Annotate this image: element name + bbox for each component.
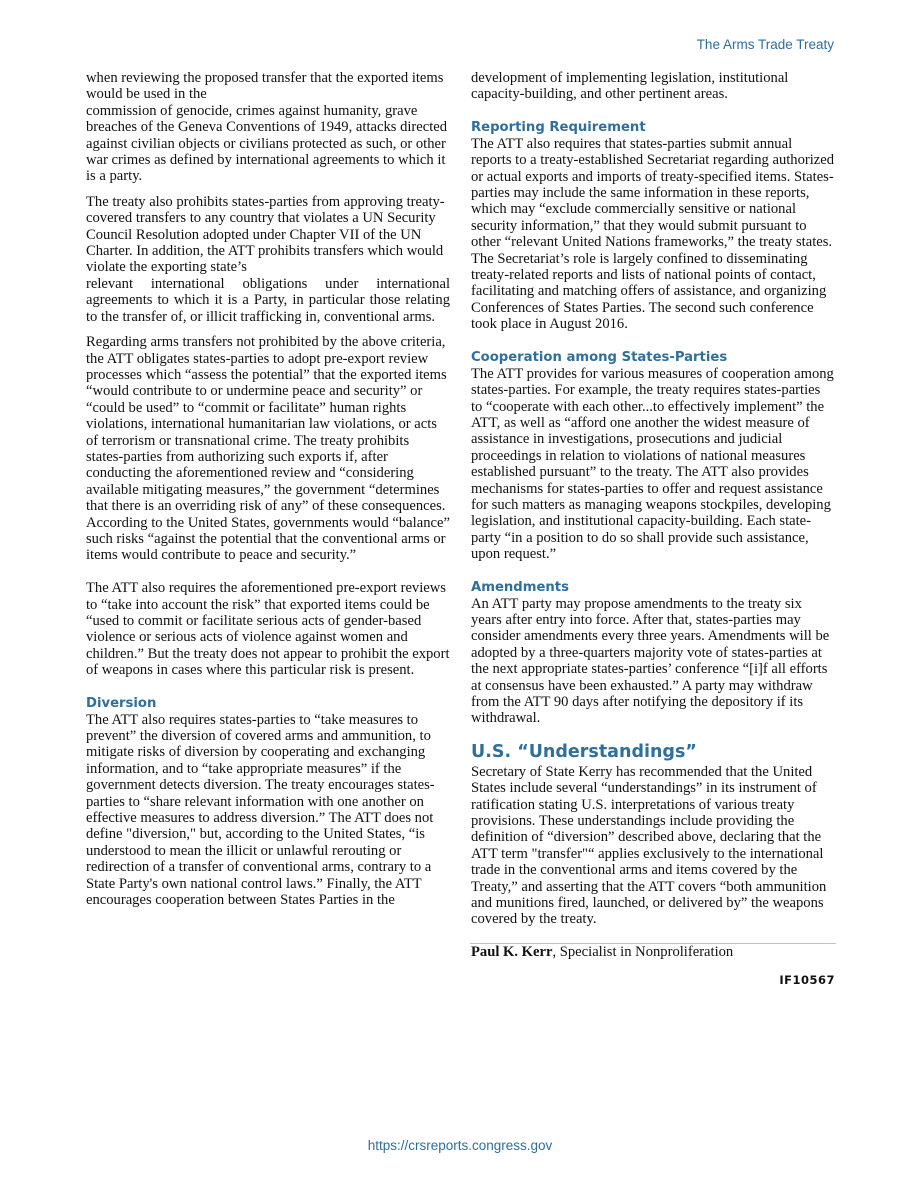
- section-heading-understandings: U.S. “Understandings”: [471, 741, 697, 762]
- section-heading-diversion: Diversion: [86, 695, 157, 711]
- body-paragraph: Regarding arms transfers not prohibited by the above criteria, the ATT obligates states-parties to adopt pre-export review processes which “assess the potential” that the exported items “would contribute to or undermine peace and security” or “could be used” to “commit or facilitate” human rights violations, international humanitarian law violations, or acts of terrorism or transnational crime. The treaty prohibits states-parties from authorizing such exports if, after conducting the aforementioned review and “considering available mitigating measures,” the government “determines that there is an overriding risk of any” of these consequences. According to the United States, governments would “balance” such risks “against the potential that the conventional arms or items would contribute to peace and security.”: [86, 334, 450, 564]
- left-column: [86, 70, 450, 908]
- body-paragraph: The treaty also prohibits states-parties from approving treaty-covered transfers to any country that violates a UN Security Council Resolution adopted under Chapter VII of the UN Charter. In addition, the ATT prohibits transfers which would violate the exporting state’s: [86, 193, 445, 276]
- body-paragraph: Secretary of State Kerry has recommended that the United States include several “understandings” in its instrument of ratification stating U.S. interpretations of various treaty provisions. These understandings include providing the definition of “diversion” described above, declaring that the ATT term "transfer"“ applies exclusively to the international trade in the conventional arms and items covered by the Treaty,” and asserting that the ATT covers “both ammunition and munitions fired, launched, or delivered by” the weapons covered by the treaty.: [471, 763, 827, 928]
- body-paragraph: when reviewing the proposed transfer that the exported items would be used in the: [86, 70, 444, 103]
- body-paragraph: The ATT also requires that states-parties submit annual reports to a treaty-established Secretariat regarding authorized or actual exports and imports of treaty-specified items. States-parties may include the same information in these reports, which may “exclude commercially sensitive or national security information,” that they would submit pursuant to other “relevant United Nations frameworks,” the treaty states. The Secretariat’s role is largely confined to disseminating treaty-related reports and lists of national points of contact, facilitating and matching offers of assistance, and organizing Conferences of States Parties. The second such conference took place in August 2016.: [471, 135, 835, 333]
- body-paragraph: The ATT also requires the aforementioned pre-export reviews to “take into account the risk” that exported items could be “used to commit or facilitate serious acts of gender-based violence or serious acts of violence against women and children.” But the treaty does not appear to prohibit the export of weapons in cases where this particular risk is present.: [86, 580, 450, 679]
- document-id: IF10567: [779, 973, 835, 988]
- author-name: Paul K. Kerr: [471, 943, 553, 960]
- right-column: [471, 70, 835, 989]
- body-paragraph: The ATT also requires states-parties to “take measures to prevent” the diversion of covered arms and ammunition, to mitigate risks of diversion by cooperating and exchanging information, and to “take appropriate measures” if the government detects diversion. The treaty encourages states-parties to “share relevant information with one another on effective measures to address diversion.” The ATT does not define "diversion," but, according to the United States, “is understood to mean the illicit or unlawful rerouting or redirection of a transfer of conventional arms, contrary to a State Party's own national control laws.” Finally, the ATT encourages cooperation between States Parties in the: [86, 711, 435, 909]
- block-quote: commission of genocide, crimes against humanity, grave breaches of the Geneva Conventions of 1949, attacks directed against civilian objects or civilians protected as such, or other war crimes as defined by international agreements to which it is a party.: [86, 102, 448, 185]
- body-paragraph: An ATT party may propose amendments to the treaty six years after entry into force. After that, states-parties may consider amendments every three years. Amendments will be adopted by a three-quarters majority vote of states-parties at the next appropriate states-parties’ conference “[i]f all efforts at consensus have been exhausted.” A party may withdraw from the ATT 90 days after notifying the depository if its withdrawal.: [471, 595, 830, 727]
- section-heading-amendments: Amendments: [471, 579, 569, 595]
- block-quote: relevant international obligations under international agreements to which it is a Party, in particular those relating to the transfer of, or illicit trafficking in, conventional arms.: [86, 275, 450, 325]
- body-paragraph: The ATT provides for various measures of cooperation among states-parties. For example, the treaty requires states-parties to “cooperate with each other...to effectively implement” the ATT, as well as “afford one another the widest measure of assistance in investigations, prosecutions and judicial proceedings in relation to violations of national measures established pursuant” to the treaty. The ATT also provides mechanisms for states-parties to offer and request assistance for such matters as managing weapons stockpiles, developing legislation, and institutional capacity-building. Each state-party “in a position to do so shall provide such assistance, upon request.”: [471, 365, 834, 563]
- footer-url-link[interactable]: https://crsreports.congress.gov: [367, 1138, 553, 1153]
- author-line: [471, 944, 835, 960]
- author-title: , Specialist in Nonproliferation: [552, 943, 734, 960]
- section-heading-cooperation: Cooperation among States-Parties: [471, 349, 728, 365]
- section-heading-reporting: Reporting Requirement: [471, 119, 646, 135]
- running-title: The Arms Trade Treaty: [696, 37, 834, 52]
- body-paragraph: development of implementing legislation, institutional capacity-building, and other pertinent areas.: [471, 70, 789, 103]
